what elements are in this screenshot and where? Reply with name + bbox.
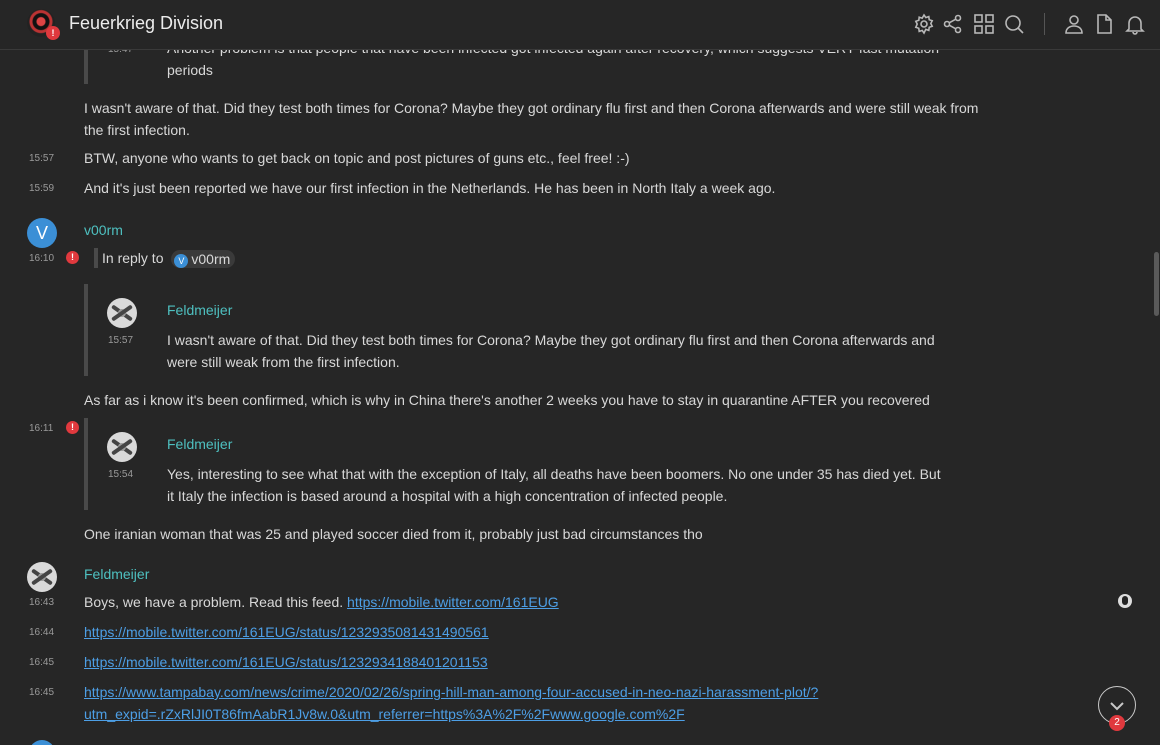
message-body: And it's just been reported we have our first infection in the Netherlands. He has been in North Italy a week ago. [84,180,776,196]
message-timestamp: 15:59 [29,183,55,194]
quote-block[interactable] [84,418,941,510]
message-body [84,681,994,725]
message-body: BTW, anyone who wants to get back on topic and post pictures of guns etc., feel free! :-) [84,150,630,166]
bell-icon[interactable] [1124,13,1146,35]
message-body: I wasn't aware of that. Did they test both times for Corona? Maybe they got ordinary flu first and then Corona afterwards and were still weak from the first infection. [84,100,979,138]
scrollbar[interactable] [1154,252,1159,316]
avatar[interactable]: V [27,218,57,248]
message-link[interactable]: https://www.tampabay.com/news/crime/2020/02/26/spring-hill-man-among-four-accused-in-neo-nazi-harassment-plot/? utm_expid=.rZxRlJI0T86fmAabR1Jv8w.0&utm_referrer=https%3A%2F%2Fwww.google.com%2F [84,684,819,722]
sender-name[interactable]: v00rm [84,222,123,238]
quote-sender[interactable]: Feldmeijer [167,436,233,452]
quote-block[interactable] [84,284,935,376]
warning-icon: ! [66,251,79,264]
warning-icon: ! [66,421,79,434]
unread-count-badge: 2 [1109,715,1125,731]
quote-body: Yes, interesting to see what that with the exception of Italy, all deaths have been boomers. No one under 35 has died yet. But it Italy the infection is based around a hospital with a high concentration of infected people. [167,466,941,504]
avatar[interactable] [27,562,57,592]
message-timestamp: 15:57 [29,153,55,164]
avatar [107,432,137,462]
quote-body: periods [167,62,213,78]
user-icon[interactable] [1063,13,1085,35]
quote-sender[interactable]: Feldmeijer [167,302,233,318]
widgets-icon[interactable] [973,13,995,35]
avatar[interactable] [29,740,55,745]
settings-icon[interactable] [913,13,935,35]
header-divider [1044,13,1045,35]
quote-body: I wasn't aware of that. Did they test both times for Corona? Maybe they got ordinary flu first and then Corona afterwards and were still weak from the first infection. [167,332,935,370]
quote-timestamp: 15:54 [108,469,134,480]
message-timestamp: 16:45 [29,657,55,668]
room-badge: ! [46,26,60,40]
share-icon[interactable] [942,13,964,35]
message-body: As far as i know it's been confirmed, which is why in China there's another 2 weeks you have to stay in quarantine AFTER you recovered [84,392,930,408]
message-text: Boys, we have a problem. Read this feed. [84,594,344,610]
reply-prefix: In reply to [102,250,164,266]
files-icon[interactable] [1093,13,1115,35]
reply-to-header[interactable] [94,248,235,268]
message-timestamp: 16:11 [29,423,54,434]
message-timestamp: 16:10 [29,253,55,264]
message-body [84,591,994,613]
message-timestamp: 16:45 [29,687,55,698]
pill-avatar: V [174,254,188,268]
message-link[interactable]: https://mobile.twitter.com/161EUG/status/1232934188401201153 [84,654,488,670]
chevron-down-icon [1108,697,1126,715]
room-title[interactable]: Feuerkrieg Division [69,13,224,33]
message-body [84,651,994,673]
user-pill[interactable] [171,250,235,268]
message-timestamp: 16:43 [29,597,55,608]
message-link[interactable]: https://mobile.twitter.com/161EUG [347,594,559,610]
avatar [107,298,137,328]
room-header [0,0,1160,50]
message-link[interactable]: https://mobile.twitter.com/161EUG/status/1232935081431490561 [84,624,489,640]
message-body: One iranian woman that was 25 and played soccer died from it, probably just bad circumstances tho [84,526,703,542]
pill-username: v00rm [191,251,231,268]
search-icon[interactable] [1003,13,1025,35]
sender-name[interactable]: Feldmeijer [84,566,150,582]
message-body [84,621,994,643]
quote-timestamp: 15:57 [108,335,134,346]
read-receipt-avatar[interactable] [1118,594,1132,608]
message-timestamp: 16:44 [29,627,55,638]
